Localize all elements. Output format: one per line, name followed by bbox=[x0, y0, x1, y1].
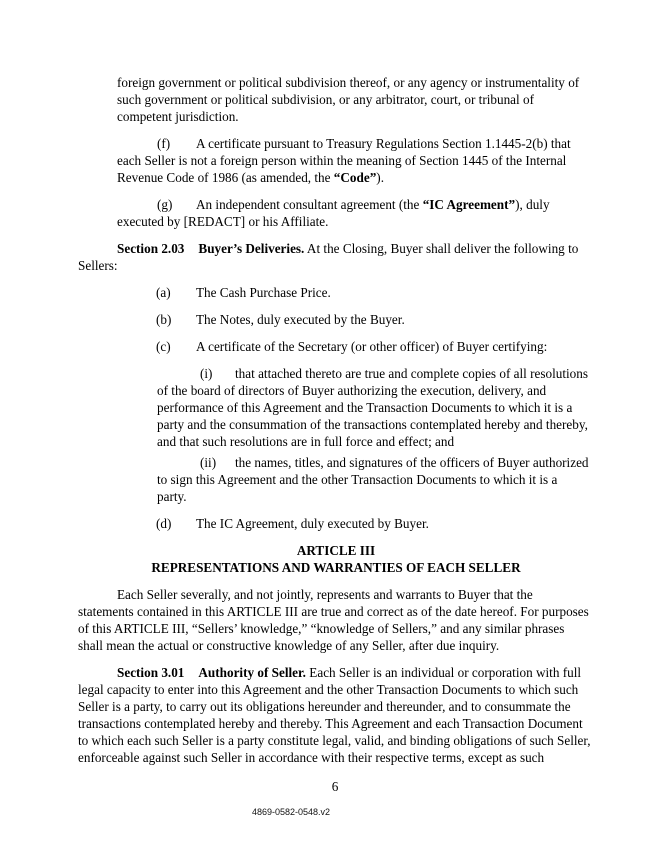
clause-label: (ii) bbox=[200, 455, 217, 470]
section-2-03 bbox=[78, 240, 594, 274]
text-segment: A certificate of the Secretary (or other officer) of Buyer certifying: bbox=[196, 339, 548, 354]
text-line bbox=[156, 515, 594, 532]
text-line bbox=[156, 284, 594, 301]
text-line: of the board of directors of Buyer authorizing the execution, delivery, and bbox=[157, 383, 547, 398]
text-segment: ), duly bbox=[515, 197, 550, 212]
text-line: Sellers: bbox=[78, 258, 118, 273]
text-segment: The Cash Purchase Price. bbox=[196, 285, 331, 300]
text-line: of this ARTICLE III, “Sellers’ knowledge,” “knowledge of Sellers,” and any similar phrases bbox=[78, 621, 565, 636]
paragraph-continuation bbox=[117, 74, 594, 125]
item-label: (b) bbox=[156, 312, 172, 327]
clause-i bbox=[157, 365, 594, 450]
text-line: statements contained in this ARTICLE III are true and correct as of the date hereof. For purposes bbox=[78, 604, 589, 619]
text-line bbox=[78, 664, 594, 681]
text-segment: The IC Agreement, duly executed by Buyer. bbox=[196, 516, 429, 531]
text-segment: A certificate pursuant to Treasury Regulations Section 1.1445-2(b) that bbox=[196, 136, 571, 151]
clause-label: (g) bbox=[157, 197, 173, 212]
text-segment: Revenue Code of 1986 (as amended, the bbox=[117, 170, 334, 185]
clause-label: (f) bbox=[157, 136, 171, 151]
clause-ii bbox=[157, 454, 594, 505]
text-line: shall mean the actual or constructive knowledge of any Seller, after due inquiry. bbox=[78, 638, 500, 653]
text-line: to sign this Agreement and the other Transaction Documents to which it is a bbox=[157, 472, 558, 487]
text-line bbox=[117, 135, 594, 152]
section-number: Section 3.01 bbox=[117, 665, 185, 680]
text-line: Seller is a party, to carry out its obligations hereunder and thereunder, and to consummate the bbox=[78, 699, 571, 714]
text-line bbox=[157, 365, 594, 382]
document-body bbox=[78, 74, 594, 776]
text-line bbox=[156, 338, 594, 355]
paragraph-each-seller bbox=[78, 586, 594, 654]
text-line: and that such resolutions are in full force and effect; and bbox=[157, 434, 455, 449]
text-line: executed by [REDACT] or his Affiliate. bbox=[117, 214, 329, 229]
text-line bbox=[117, 196, 594, 213]
text-line: performance of this Agreement and the Transaction Documents to which it is a bbox=[157, 400, 573, 415]
text-line: party. bbox=[157, 489, 187, 504]
text-segment: the names, titles, and signatures of the officers of Buyer authorized bbox=[235, 455, 589, 470]
text-segment: Each Seller is an individual or corporation with full bbox=[305, 665, 582, 680]
text-segment: At the Closing, Buyer shall deliver the following to bbox=[304, 241, 579, 256]
section-title: Buyer’s Deliveries. bbox=[198, 241, 305, 256]
text-line bbox=[117, 169, 594, 186]
text-line bbox=[157, 454, 594, 471]
document-id-stamp: 4869-0582-0548.v2 bbox=[252, 807, 331, 817]
clause-label: (i) bbox=[200, 366, 213, 381]
list-item-a bbox=[156, 284, 594, 301]
item-label: (d) bbox=[156, 516, 172, 531]
text-line bbox=[78, 240, 594, 257]
list-item-c bbox=[156, 338, 594, 355]
text-line: Each Seller severally, and not jointly, represents and warrants to Buyer that the bbox=[117, 587, 533, 602]
defined-term-code: “Code” bbox=[333, 170, 377, 185]
item-label: (c) bbox=[156, 339, 171, 354]
text-line: party and the consummation of the transactions contemplated hereby and thereby, bbox=[157, 417, 588, 432]
section-3-01 bbox=[78, 664, 594, 766]
text-segment: that attached thereto are true and complete copies of all resolutions bbox=[235, 366, 588, 381]
section-title: Authority of Seller. bbox=[198, 665, 306, 680]
text-line: such government or political subdivision, or any arbitrator, court, or tribunal of bbox=[117, 92, 534, 107]
text-line bbox=[156, 311, 594, 328]
text-line: transactions contemplated hereby and thereby. This Agreement and each Transaction Document bbox=[78, 716, 583, 731]
article-heading bbox=[78, 542, 594, 576]
text-line: to which each such Seller is a party constitute legal, valid, and binding obligations of such Seller, bbox=[78, 733, 591, 748]
text-line: competent jurisdiction. bbox=[117, 109, 239, 124]
text-line: enforceable against such Seller in accordance with their respective terms, except as such bbox=[78, 750, 545, 765]
article-number: ARTICLE III bbox=[296, 543, 376, 558]
clause-g bbox=[117, 196, 594, 230]
text-line: foreign government or political subdivision thereof, or any agency or instrumentality of bbox=[117, 75, 580, 90]
list-item-b bbox=[156, 311, 594, 328]
list-item-d bbox=[156, 515, 594, 532]
text-line: each Seller is not a foreign person within the meaning of Section 1445 of the Internal bbox=[117, 153, 567, 168]
text-segment: The Notes, duly executed by the Buyer. bbox=[196, 312, 405, 327]
clause-f bbox=[117, 135, 594, 186]
item-label: (a) bbox=[156, 285, 171, 300]
text-segment: An independent consultant agreement (the bbox=[196, 197, 423, 212]
section-number: Section 2.03 bbox=[117, 241, 185, 256]
article-title: REPRESENTATIONS AND WARRANTIES OF EACH SELLER bbox=[151, 560, 521, 575]
text-segment: ). bbox=[376, 170, 384, 185]
page-number: 6 bbox=[331, 779, 339, 794]
text-line: legal capacity to enter into this Agreement and the other Transaction Documents to which such bbox=[78, 682, 579, 697]
defined-term-ic-agreement: “IC Agreement” bbox=[422, 197, 516, 212]
